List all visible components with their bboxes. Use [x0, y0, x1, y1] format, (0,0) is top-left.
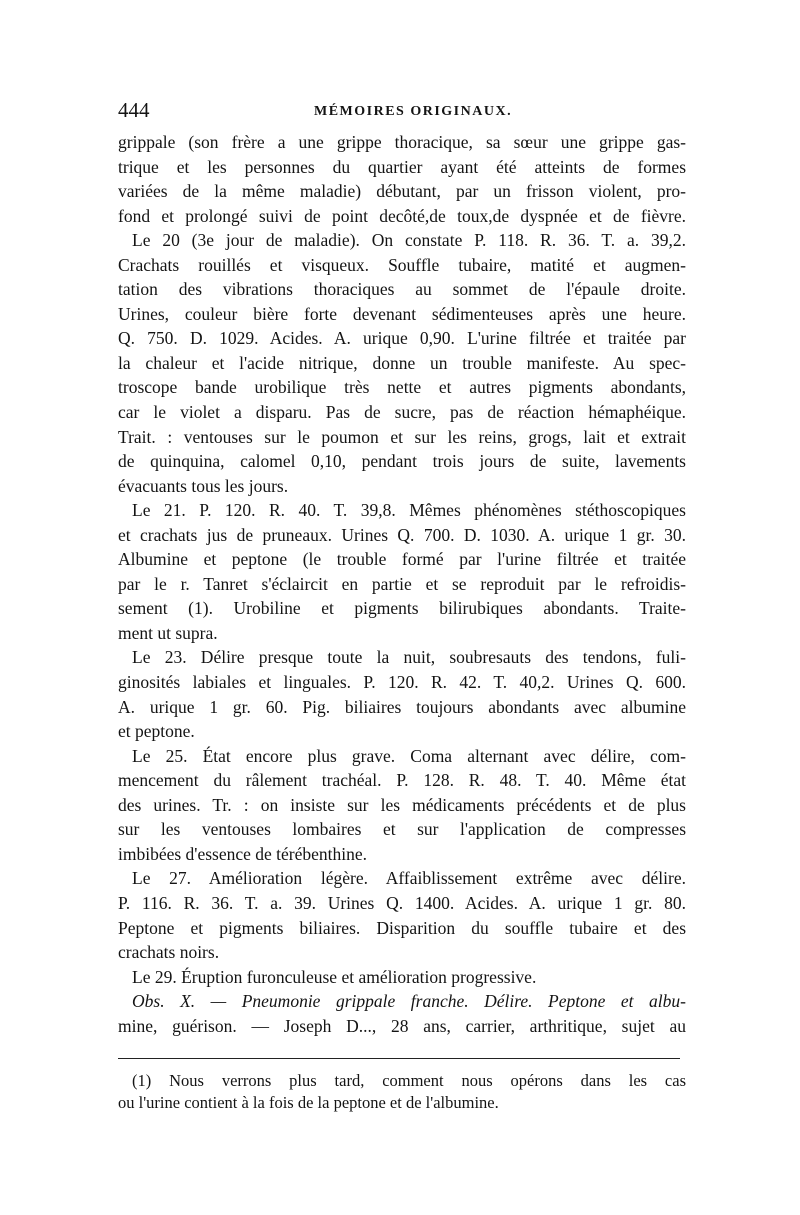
body-line: troscope bande urobilique très nette et autres pigments abondants, — [118, 377, 686, 398]
body-line: car le violet a disparu. Pas de sucre, pas de réaction hémaphéique. — [118, 402, 686, 423]
body-line: Le 20 (3e jour de maladie). On constate P. 118. R. 36. T. a. 39,2. — [132, 230, 686, 251]
page-header — [118, 98, 678, 128]
body-line: P. 116. R. 36. T. a. 39. Urines Q. 1400. Acides. A. urique 1 gr. 80. — [118, 892, 686, 913]
body-line: trique et les personnes du quartier ayant été atteints de formes — [118, 156, 686, 177]
body-line: grippale (son frère a une grippe thoracique, sa sœur une grippe gas- — [118, 132, 686, 152]
body-line: imbibées d'essence de térébenthine. — [118, 843, 368, 864]
body-line: sement (1). Urobiline et pigments bilirubiques abondants. Traite- — [118, 598, 686, 619]
body-line: tation des vibrations thoraciques au sommet de l'épaule droite. — [118, 279, 686, 300]
body-line: Le 21. P. 120. R. 40. T. 39,8. Mêmes phénomènes stéthoscopiques — [132, 500, 686, 521]
body-line: Trait. : ventouses sur le poumon et sur les reins, grogs, lait et extrait — [118, 426, 686, 447]
body-line: des urines. Tr. : on insiste sur les médicaments précédents et de plus — [118, 794, 686, 815]
body-line: Crachats rouillés et visqueux. Souffle tubaire, matité et augmen- — [118, 254, 686, 275]
body-line: Le 27. Amélioration légère. Affaiblissement extrême avec délire. — [132, 868, 686, 889]
body-line: mine, guérison. — Joseph D..., 28 ans, carrier, arthritique, sujet au — [118, 1015, 686, 1036]
body-line: sur les ventouses lombaires et sur l'application de compresses — [118, 819, 686, 840]
body-line: Albumine et peptone (le trouble formé par l'urine filtrée et traitée — [118, 549, 686, 570]
body-line: la chaleur et l'acide nitrique, donne un trouble manifeste. Au spec- — [118, 352, 686, 373]
body-line: par le r. Tanret s'éclaircit en partie et se reproduit par le refroidis- — [118, 573, 686, 594]
body-line: évacuants tous les jours. — [118, 475, 289, 496]
body-line: fond et prolongé suivi de point decôté,de toux,de dyspnée et de fièvre. — [118, 205, 686, 226]
body-line: Urines, couleur bière forte devenant sédimenteuses après une heure. — [118, 303, 686, 324]
body-line: Le 29. Éruption furonculeuse et amélioration progressive. — [132, 966, 537, 987]
body-line: A. urique 1 gr. 60. Pig. biliaires toujours abondants avec albumine — [118, 696, 686, 717]
page-number: 444 — [118, 98, 150, 122]
footnote-line: ou l'urine contient à la fois de la peptone et de l'albumine. — [118, 1093, 499, 1112]
body-line: mencement du râlement trachéal. P. 128. R. 48. T. 40. Même état — [118, 770, 686, 791]
body-line: crachats noirs. — [118, 942, 220, 963]
running-title: MÉMOIRES ORIGINAUX. — [314, 104, 513, 119]
body-line: ment ut supra. — [118, 622, 218, 643]
body-line: Le 23. Délire presque toute la nuit, soubresauts des tendons, fuli- — [132, 647, 686, 668]
body-line: Q. 750. D. 1029. Acides. A. urique 0,90. L'urine filtrée et traitée par — [118, 328, 686, 349]
body-text — [118, 130, 686, 1038]
body-line: ginosités labiales et linguales. P. 120. R. 42. T. 40,2. Urines Q. 600. — [118, 672, 686, 693]
body-line: variées de la même maladie) débutant, par un frisson violent, pro- — [118, 181, 686, 202]
body-line: Le 25. État encore plus grave. Coma alternant avec délire, com- — [132, 745, 686, 766]
body-line: et crachats jus de pruneaux. Urines Q. 700. D. 1030. A. urique 1 gr. 30. — [118, 524, 686, 545]
footnote-line: (1) Nous verrons plus tard, comment nous opérons dans les cas — [132, 1071, 686, 1090]
body-line: et peptone. — [118, 721, 195, 742]
footnote-divider — [118, 1058, 680, 1059]
body-line: de quinquina, calomel 0,10, pendant trois jours de suite, lavements — [118, 451, 686, 472]
body-line: Peptone et pigments biliaires. Disparition du souffle tubaire et des — [118, 917, 686, 938]
footnote — [118, 1070, 686, 1114]
observation-heading: Obs. X. — Pneumonie grippale franche. Délire. Peptone et albu- — [132, 991, 686, 1012]
